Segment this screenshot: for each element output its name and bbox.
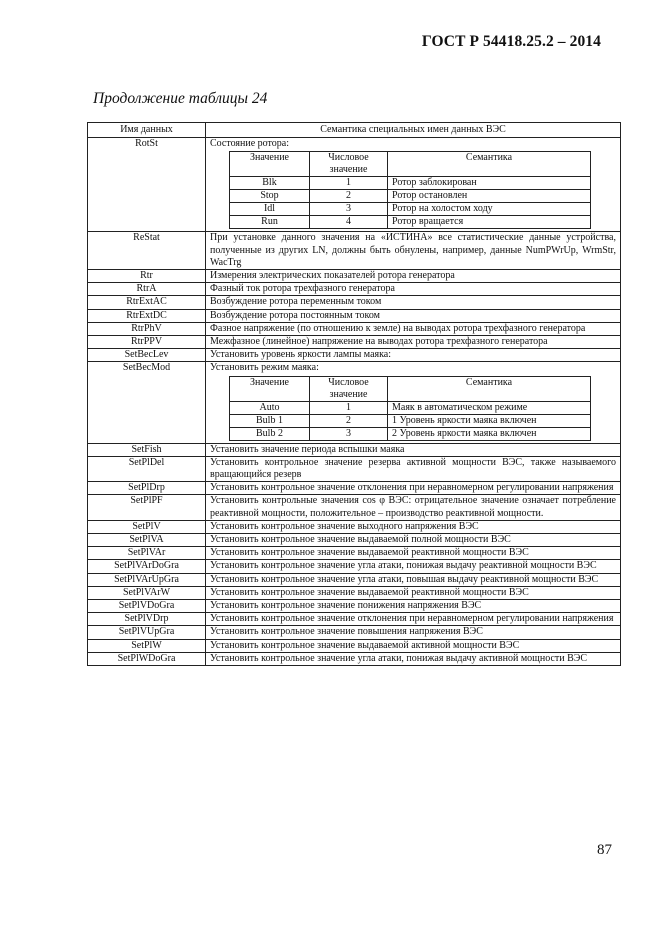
data-name-cell: Rtr bbox=[88, 270, 206, 283]
semantics-cell bbox=[206, 362, 621, 443]
semantics-cell bbox=[206, 336, 621, 349]
subtable-row bbox=[230, 427, 591, 440]
table-row bbox=[88, 534, 621, 547]
page-number: 87 bbox=[597, 842, 612, 858]
semantics-text: Установить значение периода вспышки маяка bbox=[210, 443, 405, 455]
semantics-text: Межфазное (линейное) напряжение на выводах ротора трехфазного генератора bbox=[210, 336, 548, 348]
data-name-cell: SetPlVDoGra bbox=[88, 600, 206, 613]
semantics-text: Установить контрольное значение выдаваемой активной мощности ВЭС bbox=[210, 639, 520, 651]
semantics-cell bbox=[206, 443, 621, 456]
table-row bbox=[88, 322, 621, 335]
table-row bbox=[88, 520, 621, 533]
semantics-text: Фазный ток ротора трехфазного генератора bbox=[210, 283, 395, 295]
data-name-cell: SetPlDel bbox=[88, 456, 206, 481]
data-name-cell: RtrExtAC bbox=[88, 296, 206, 309]
data-name-cell: SetPlW bbox=[88, 639, 206, 652]
semantics-text: Установить контрольное значение выходного напряжения ВЭС bbox=[210, 520, 479, 532]
semantics-cell bbox=[206, 296, 621, 309]
value-cell: Bulb 2 bbox=[230, 427, 310, 440]
subtable-column-header: Значение bbox=[230, 376, 310, 401]
numeric-value-cell: 2 bbox=[310, 190, 388, 203]
table-row bbox=[88, 495, 621, 520]
semantics-text: Установить контрольное значение понижения напряжения ВЭС bbox=[210, 600, 482, 612]
data-name-cell: SetPlPF bbox=[88, 495, 206, 520]
subtable-column-header: Числовое значение bbox=[310, 152, 388, 177]
semantics-text: Установить контрольное значение выдаваемой полной мощности ВЭС bbox=[210, 534, 511, 546]
subtable-column-header: Семантика bbox=[388, 152, 591, 177]
data-name-cell: SetPlVDrp bbox=[88, 613, 206, 626]
table-row bbox=[88, 626, 621, 639]
numeric-value-cell: 3 bbox=[310, 203, 388, 216]
table-row bbox=[88, 652, 621, 665]
semantics-cell bbox=[206, 652, 621, 665]
rotor-state-table bbox=[229, 151, 591, 229]
data-name-cell: RtrA bbox=[88, 283, 206, 296]
data-name-cell: SetPlV bbox=[88, 520, 206, 533]
semantics-cell bbox=[206, 626, 621, 639]
semantics-text: Установить контрольное значение отклонения при неравномерном регулировании напряжения bbox=[210, 613, 614, 625]
semantics-text: Возбуждение ротора переменным током bbox=[210, 296, 382, 308]
semantics-text: Состояние ротора: bbox=[210, 138, 289, 150]
column-header: Семантика специальных имен данных ВЭС bbox=[206, 123, 621, 138]
semantics-text: Измерения электрических показателей ротора генератора bbox=[210, 270, 455, 282]
meaning-cell: Ротор остановлен bbox=[388, 190, 591, 203]
subtable-row bbox=[230, 203, 591, 216]
table-row bbox=[88, 283, 621, 296]
semantics-cell bbox=[206, 309, 621, 322]
value-cell: Auto bbox=[230, 401, 310, 414]
meaning-cell: Ротор заблокирован bbox=[388, 177, 591, 190]
table-row bbox=[88, 232, 621, 270]
semantics-text: Установить контрольные значения cos φ ВЭС: отрицательное значение означает потребление реактивной мощности, положительное – производство реактивной мощности. bbox=[210, 495, 616, 519]
data-name-cell: RtrPhV bbox=[88, 322, 206, 335]
table-row bbox=[88, 443, 621, 456]
subtable-column-header: Семантика bbox=[388, 376, 591, 401]
data-name-cell: SetBecLev bbox=[88, 349, 206, 362]
subtable-column-header: Значение bbox=[230, 152, 310, 177]
semantics-cell bbox=[206, 283, 621, 296]
semantics-text: Установить контрольное значение отклонения при неравномерном регулировании напряжения bbox=[210, 482, 614, 494]
numeric-value-cell: 4 bbox=[310, 216, 388, 229]
semantics-cell bbox=[206, 586, 621, 599]
table-row bbox=[88, 639, 621, 652]
numeric-value-cell: 1 bbox=[310, 177, 388, 190]
semantics-text: Установить режим маяка: bbox=[210, 362, 319, 374]
semantics-text: Установить контрольное значение выдаваемой реактивной мощности ВЭС bbox=[210, 586, 529, 598]
semantics-text: Установить уровень яркости лампы маяка: bbox=[210, 349, 392, 361]
data-name-cell: SetBecMod bbox=[88, 362, 206, 443]
subtable-row bbox=[230, 216, 591, 229]
semantics-cell bbox=[206, 482, 621, 495]
subtable-header-row bbox=[230, 376, 591, 401]
data-name-cell: SetPlVArW bbox=[88, 586, 206, 599]
semantics-cell bbox=[206, 560, 621, 573]
meaning-cell: Ротор вращается bbox=[388, 216, 591, 229]
semantics-cell bbox=[206, 534, 621, 547]
table-caption: Продолжение таблицы 24 bbox=[93, 90, 268, 107]
data-name-cell: RtrPPV bbox=[88, 336, 206, 349]
data-name-cell: RotSt bbox=[88, 138, 206, 232]
value-cell: Bulb 1 bbox=[230, 414, 310, 427]
semantics-text: Установить контрольное значение резерва активной мощности ВЭС, также называемого вращающийся резерв bbox=[210, 456, 616, 481]
subtable-header-row bbox=[230, 152, 591, 177]
semantics-cell bbox=[206, 270, 621, 283]
semantics-cell bbox=[206, 232, 621, 270]
semantics-cell bbox=[206, 456, 621, 481]
data-name-cell: SetPlVArDoGra bbox=[88, 560, 206, 573]
value-cell: Idl bbox=[230, 203, 310, 216]
semantics-cell bbox=[206, 495, 621, 520]
data-name-cell: SetPlVUpGra bbox=[88, 626, 206, 639]
semantics-cell bbox=[206, 573, 621, 586]
table-row bbox=[88, 270, 621, 283]
data-name-cell: RtrExtDC bbox=[88, 309, 206, 322]
semantics-cell bbox=[206, 547, 621, 560]
value-cell: Blk bbox=[230, 177, 310, 190]
data-name-cell: SetPlDrp bbox=[88, 482, 206, 495]
table-row bbox=[88, 586, 621, 599]
semantics-cell bbox=[206, 613, 621, 626]
column-header: Имя данных bbox=[88, 123, 206, 138]
meaning-cell: 2 Уровень яркости маяка включен bbox=[388, 427, 591, 440]
semantics-cell bbox=[206, 349, 621, 362]
table-row bbox=[88, 309, 621, 322]
value-cell: Stop bbox=[230, 190, 310, 203]
table-row bbox=[88, 336, 621, 349]
numeric-value-cell: 1 bbox=[310, 401, 388, 414]
semantics-text: Возбуждение ротора постоянным током bbox=[210, 309, 380, 321]
table-row bbox=[88, 482, 621, 495]
data-name-cell: SetPlVAr bbox=[88, 547, 206, 560]
subtable-column-header: Числовое значение bbox=[310, 376, 388, 401]
data-name-cell: ReStat bbox=[88, 232, 206, 270]
semantics-text: Установить контрольное значение выдаваемой реактивной мощности ВЭС bbox=[210, 547, 529, 559]
semantics-cell bbox=[206, 520, 621, 533]
data-name-cell: SetPlWDoGra bbox=[88, 652, 206, 665]
semantics-text: Установить контрольное значение угла атаки, понижая выдачу реактивной мощности ВЭС bbox=[210, 560, 597, 572]
table-row bbox=[88, 138, 621, 232]
subtable-row bbox=[230, 190, 591, 203]
table-header-row bbox=[88, 123, 621, 138]
table-row bbox=[88, 456, 621, 481]
table-row bbox=[88, 349, 621, 362]
table-row bbox=[88, 560, 621, 573]
semantics-text: Установить контрольное значение угла атаки, понижая выдачу активной мощности ВЭС bbox=[210, 652, 588, 664]
semantics-text: Установить контрольное значение угла атаки, повышая выдачу реактивной мощности ВЭС bbox=[210, 573, 599, 585]
subtable-row bbox=[230, 401, 591, 414]
subtable-row bbox=[230, 177, 591, 190]
table-row bbox=[88, 573, 621, 586]
table-row bbox=[88, 296, 621, 309]
data-name-cell: SetPlVArUpGra bbox=[88, 573, 206, 586]
semantics-text: При установке данного значения на «ИСТИНА» все статистические данные устройства, полученные из других LN, должны быть обнулены, например, данные NumPWrUp, WrmStr, WacTrg bbox=[210, 232, 616, 268]
beacon-mode-table bbox=[229, 376, 591, 441]
table-row bbox=[88, 613, 621, 626]
semantics-cell bbox=[206, 639, 621, 652]
table-row bbox=[88, 547, 621, 560]
meaning-cell: Ротор на холостом ходу bbox=[388, 203, 591, 216]
meaning-cell: 1 Уровень яркости маяка включен bbox=[388, 414, 591, 427]
semantics-cell bbox=[206, 138, 621, 232]
data-name-cell: SetPlVA bbox=[88, 534, 206, 547]
standard-header: ГОСТ Р 54418.25.2 – 2014 bbox=[421, 33, 601, 50]
meaning-cell: Маяк в автоматическом режиме bbox=[388, 401, 591, 414]
value-cell: Run bbox=[230, 216, 310, 229]
numeric-value-cell: 2 bbox=[310, 414, 388, 427]
table-row bbox=[88, 362, 621, 443]
semantics-cell bbox=[206, 600, 621, 613]
semantics-text: Фазное напряжение (по отношению к земле) на выводах ротора трехфазного генератора bbox=[210, 322, 586, 334]
semantics-table bbox=[87, 122, 621, 666]
data-name-cell: SetFish bbox=[88, 443, 206, 456]
semantics-text: Установить контрольное значение повышения напряжения ВЭС bbox=[210, 626, 483, 638]
table-row bbox=[88, 600, 621, 613]
numeric-value-cell: 3 bbox=[310, 427, 388, 440]
subtable-row bbox=[230, 414, 591, 427]
semantics-cell bbox=[206, 322, 621, 335]
